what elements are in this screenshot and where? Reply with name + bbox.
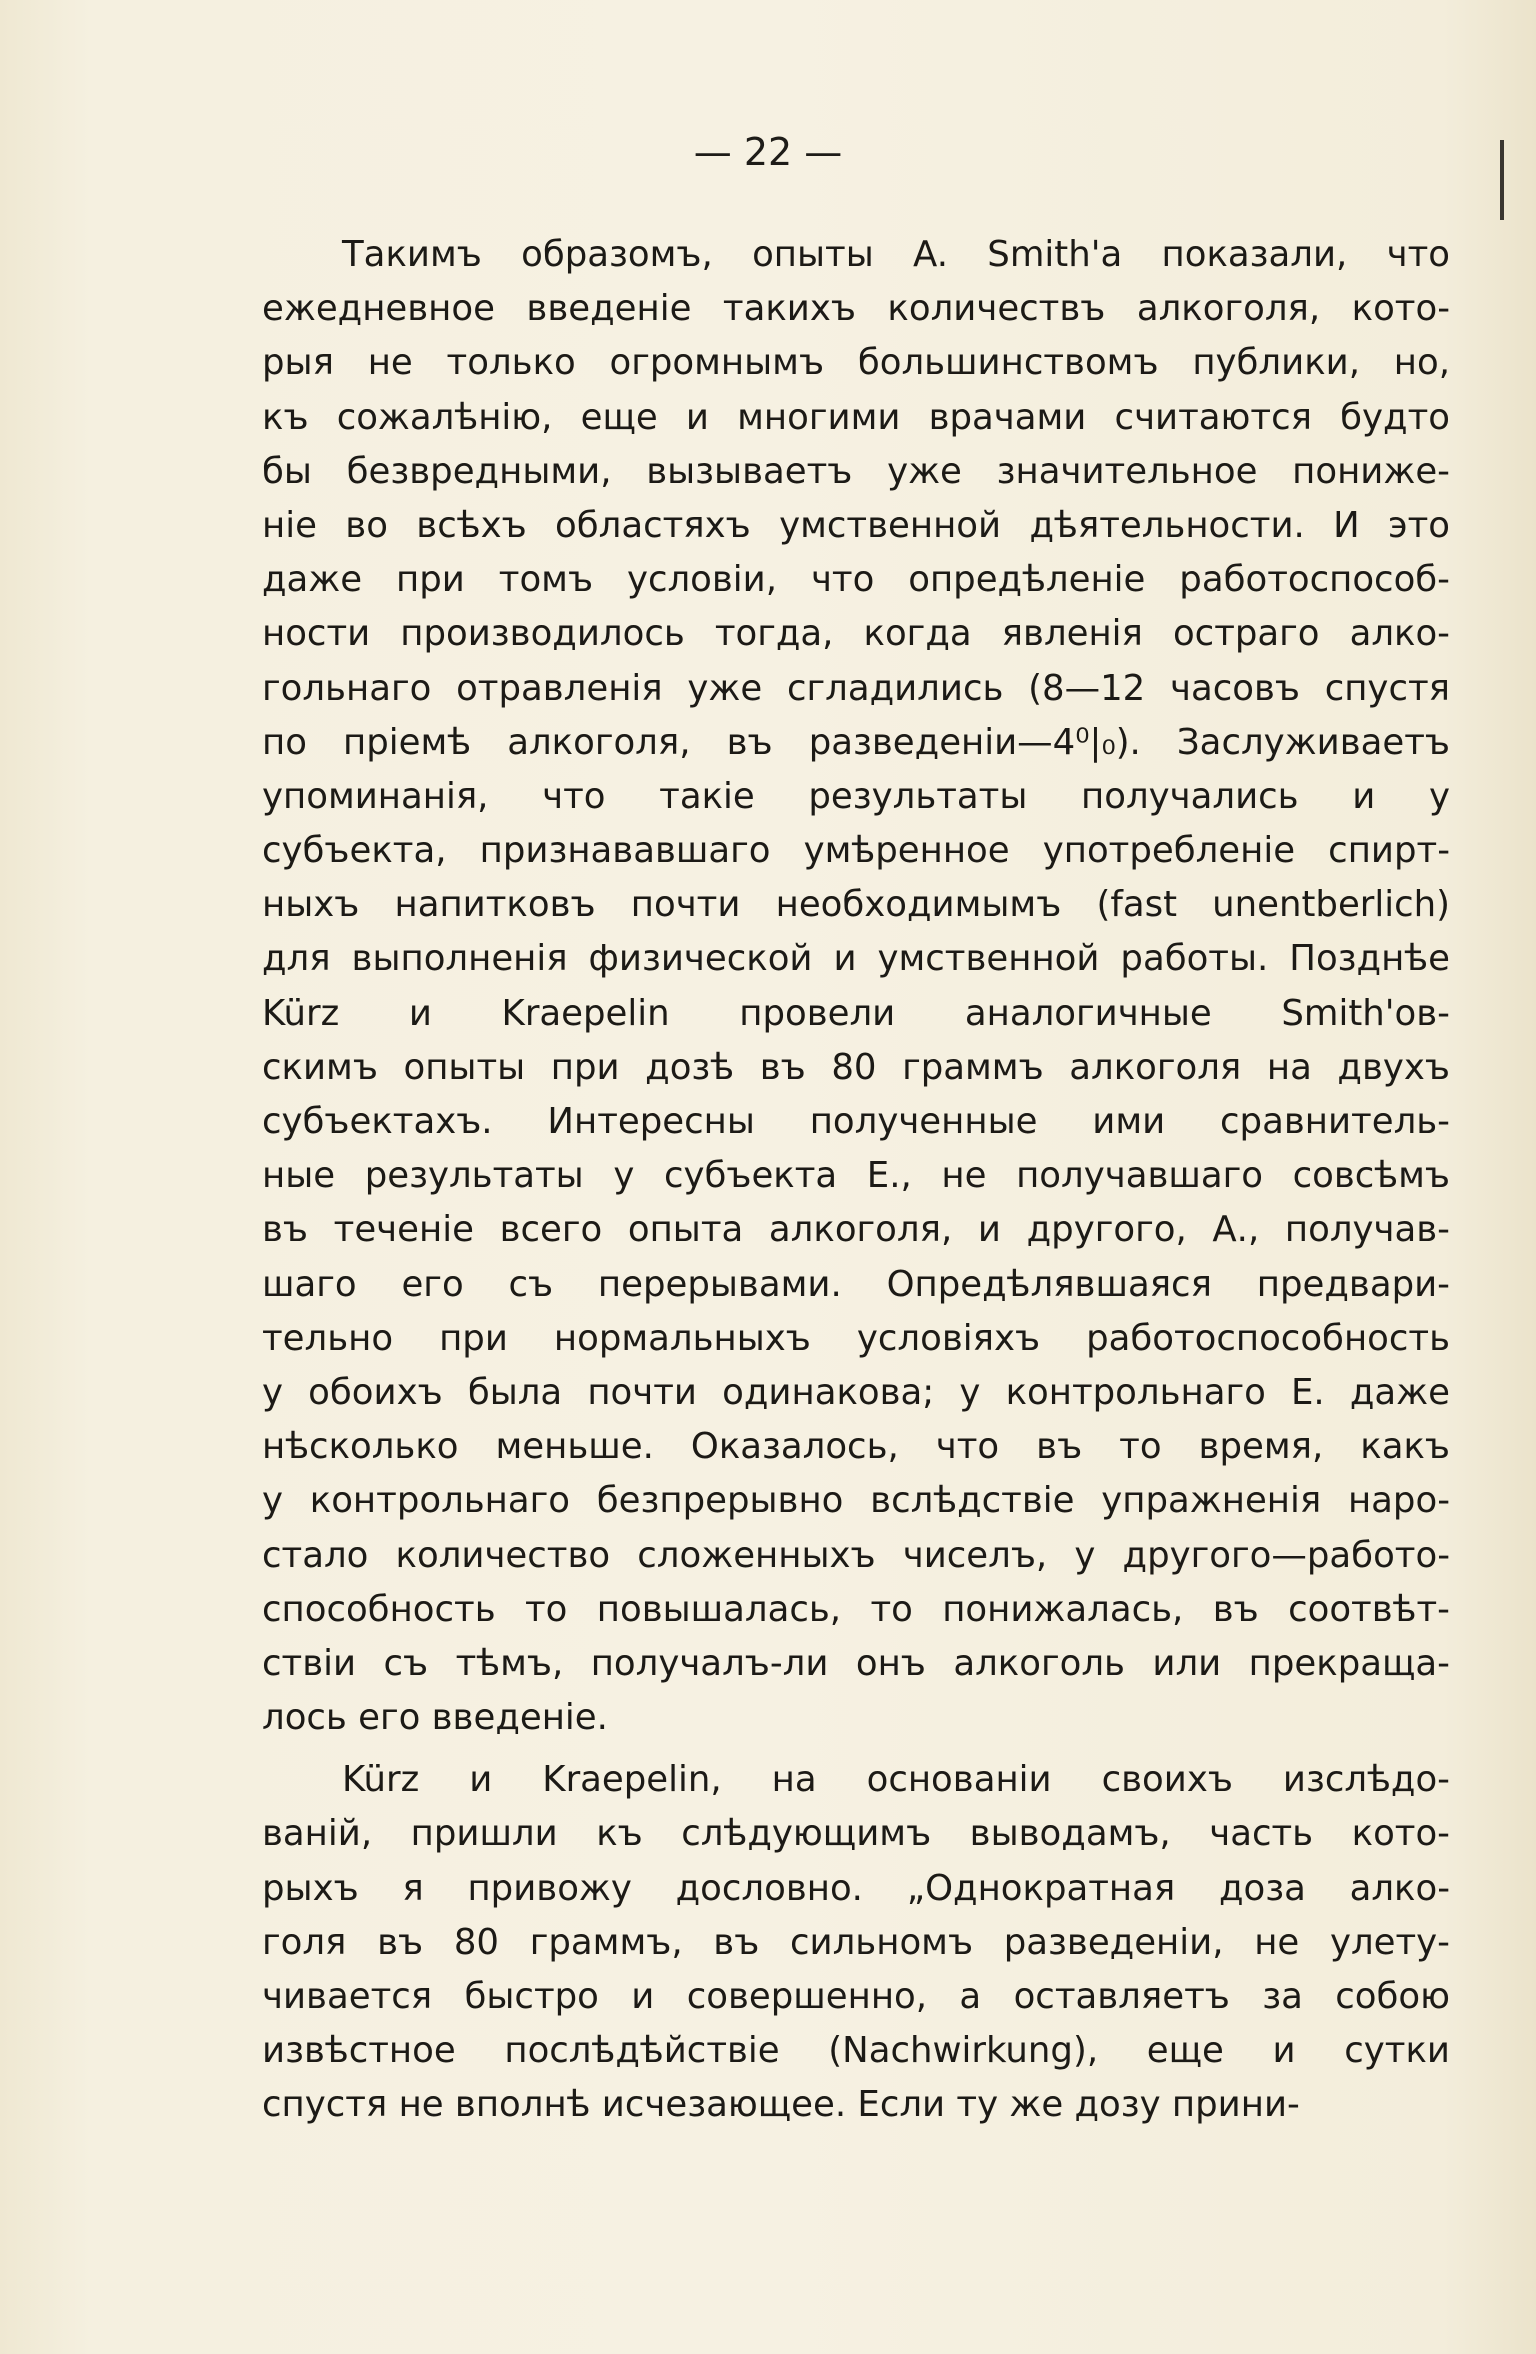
- text-line: субъекта, признававшаго умѣренное употребленіе спирт-: [262, 830, 1450, 872]
- text-line: голя въ 80 граммъ, въ сильномъ разведеніи, не улету-: [262, 1921, 1450, 1963]
- text-line: ніе во всѣхъ областяхъ умственной дѣятельности. И это: [262, 504, 1450, 546]
- text-line: бы безвредными, вызываетъ уже значительное пониже-: [262, 450, 1450, 492]
- text-line: ныхъ напитковъ почти необходимымъ (fast unentberlich): [262, 884, 1450, 926]
- paragraph-1: [262, 228, 1450, 1745]
- text-line: рыхъ я привожу дословно. „Однократная доза алко-: [262, 1867, 1450, 1909]
- text-line: Такимъ образомъ, опыты A. Smith'a показали, что: [342, 234, 1450, 275]
- text-line: Kürz и Kraepelin провели аналогичные Smith'ов-: [262, 992, 1450, 1034]
- text-line: скимъ опыты при дозѣ въ 80 граммъ алкоголя на двухъ: [262, 1046, 1450, 1088]
- text-line: ваній, пришли къ слѣдующимъ выводамъ, часть кото-: [262, 1813, 1450, 1855]
- text-line: способность то повышалась, то понижалась, въ соотвѣт-: [262, 1588, 1450, 1630]
- text-line: субъектахъ. Интересны полученные ими сравнитель-: [262, 1101, 1450, 1142]
- text-line: чивается быстро и совершенно, а оставляетъ за собою: [262, 1976, 1450, 2017]
- text-line: ные результаты у субъекта Е., не получавшаго совсѣмъ: [262, 1155, 1450, 1197]
- text-line: Kürz и Kraepelin, на основаніи своихъ изслѣдо-: [342, 1759, 1450, 1801]
- margin-mark: [1500, 140, 1504, 220]
- text-line: даже при томъ условіи, что опредѣленіе работоспособ-: [262, 559, 1450, 601]
- body-text: [262, 228, 1450, 2133]
- text-line: стало количество сложенныхъ чиселъ, у другого—работо-: [262, 1534, 1450, 1576]
- text-line: нѣсколько меньше. Оказалось, что въ то время, какъ: [262, 1426, 1450, 1468]
- text-line: гольнаго отравленія уже сгладились (8—12 часовъ спустя: [262, 667, 1450, 709]
- paragraph-2: [262, 1753, 1450, 2132]
- text-line: къ сожалѣнію, еще и многими врачами считаются будто: [262, 396, 1450, 438]
- text-line: спустя не вполнѣ исчезающее. Если ту же дозу прини-: [262, 2084, 1300, 2126]
- text-line: ствіи съ тѣмъ, получалъ-ли онъ алкоголь или прекраща-: [262, 1642, 1450, 1684]
- text-line: ежедневное введеніе такихъ количествъ алкоголя, кото-: [262, 288, 1450, 330]
- text-line: по пріемѣ алкоголя, въ разведеніи—4⁰|₀). Заслуживаетъ: [262, 721, 1450, 763]
- text-line: извѣстное послѣдѣйствіе (Nachwirkung), еще и сутки: [262, 2030, 1450, 2072]
- text-line: у обоихъ была почти одинакова; у контрольнаго Е. даже: [262, 1371, 1450, 1413]
- text-line: въ теченіе всего опыта алкоголя, и другого, А., получав-: [262, 1209, 1450, 1251]
- text-line: рыя не только огромнымъ большинствомъ публики, но,: [262, 342, 1450, 384]
- text-line: у контрольнаго безпрерывно вслѣдствіе упражненія наро-: [262, 1480, 1450, 1522]
- text-line: тельно при нормальныхъ условіяхъ работоспособность: [262, 1317, 1450, 1359]
- text-line: ности производилось тогда, когда явленія остраго алко-: [262, 613, 1450, 655]
- text-line: упоминанія, что такіе результаты получались и у: [262, 775, 1450, 817]
- text-line: шаго его съ перерывами. Опредѣлявшаяся предвари-: [262, 1263, 1450, 1305]
- text-line: для выполненія физической и умственной работы. Позднѣе: [262, 938, 1450, 980]
- page-number: — 22 —: [693, 130, 843, 174]
- text-line: лось его введеніе.: [262, 1697, 608, 1739]
